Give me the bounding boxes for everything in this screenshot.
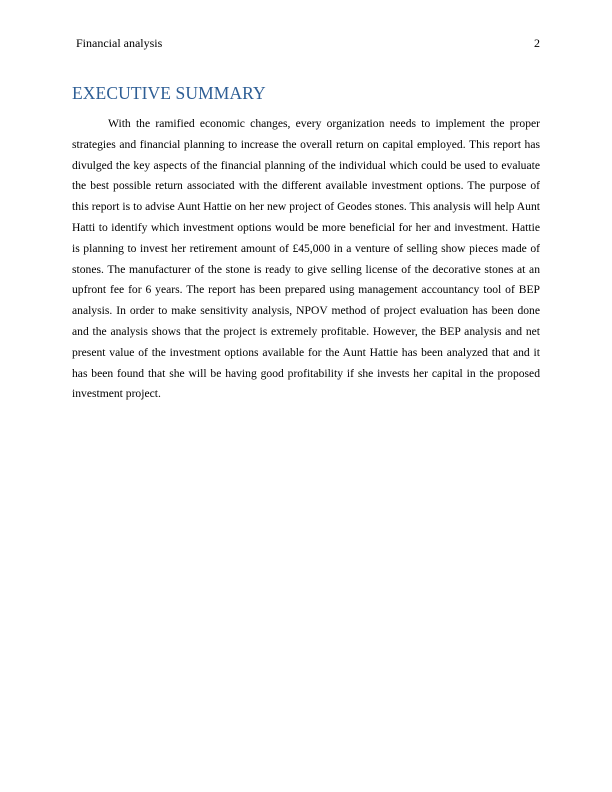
summary-paragraph: With the ramified economic changes, every organization needs to implement the proper strategies and financial planning to increase the overall return on capital employed. This report has divulged the key aspects of the financial planning of the individual which could be used to evaluate the best possible return associated with the different available investment options. The purpose of this report is to advise Aunt Hattie on her new project of Geodes stones. This analysis will help Aunt Hatti to identify which investment options would be more beneficial for her and investment. Hattie is planning to invest her retirement amount of £45,000 in a venture of selling show pieces made of stones. The manufacturer of the stone is ready to give selling license of the decorative stones at an upfront fee for 6 years. The report has been prepared using management accountancy tool of BEP analysis. In order to make sensitivity analysis, NPOV method of project evaluation has been done and the analysis shows that the project is extremely profitable. However, the BEP analysis and net present value of the investment options available for the Aunt Hattie has been analyzed that and it has been found that she will be having good profitability if she invests her capital in the proposed investment project. — [72, 117, 540, 401]
section-heading: EXECUTIVE SUMMARY — [72, 83, 266, 103]
page-number: 2 — [534, 36, 540, 50]
running-header-title: Financial analysis — [76, 36, 163, 50]
